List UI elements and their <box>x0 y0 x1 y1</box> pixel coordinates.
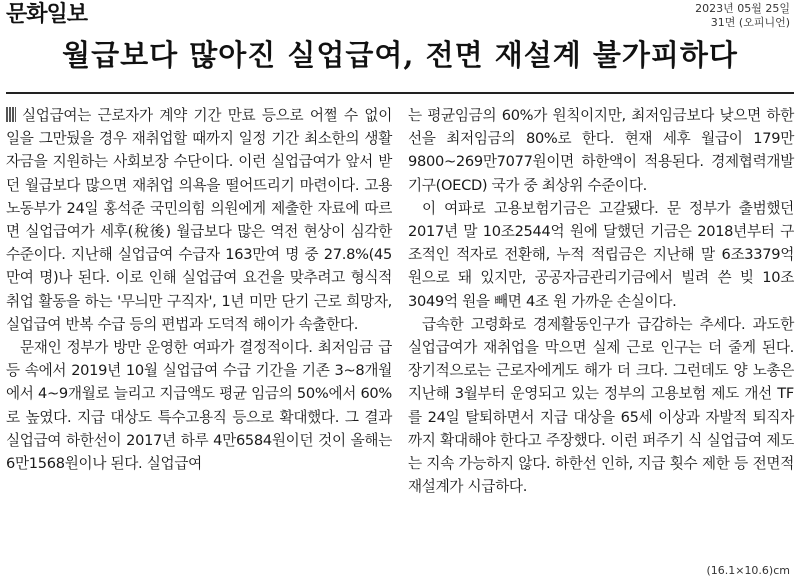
article-paragraph: 는 평균임금의 60%가 원칙이지만, 최저임금보다 낮으면 하한선을 최저임금의 80%로 한다. 현재 세후 월급이 179만9800~269만7077원이면 하한액이 적용된다. 경제협력개발기구(OECD) 국가 중 최상위 수준이다. <box>408 107 794 194</box>
newspaper-name: 문화일보 <box>6 2 88 27</box>
article-paragraph: 급속한 고령화로 경제활동인구가 급감하는 추세다. 과도한 실업급여가 재취업을 막으면 실제 근로 인구는 더 줄게 된다. 장기적으로는 근로자에게도 해가 더 크다. 그런데도 양 노총은 지난해 3월부터 운영되고 있는 정부의 고용보험 제도 개선 TF를 24일 탈퇴하면서 지급 대상을 65세 이상과 자발적 퇴직자까지 확대해야 한다고 주장했다. 이런 퍼주기 식 실업급여 제도는 지속 가능하지 않다. 하한선 인하, 지급 횟수 제한 등 전면적 재설계가 시급하다. <box>408 315 794 496</box>
article-column-right <box>408 104 794 498</box>
article-paragraph: 이 여파로 고용보험기금은 고갈됐다. 문 정부가 출범했던 2017년 말 10조2544억 원에 달했던 기금은 2018년부터 구조적인 적자로 전환해, 누적 적립금은 지난해 말 6조3379억 원으로 돼 있지만, 공공자금관리기금에서 빌려 쓴 빚 10조3049억 원을 빼면 4조 원 가까운 손실이다. <box>408 199 794 310</box>
article-column-left <box>6 104 392 475</box>
article-paragraph: 문재인 정부가 방만 운영한 여파가 결정적이다. 최저임금 급등 속에서 2019년 10월 실업급여 수급 기간을 기존 3~8개월에서 4~9개월로 늘리고 지급액도 평균 임금의 50%에서 60%로 높였다. 지급 대상도 특수고용직 등으로 확대했다. 그 결과 실업급여 하한선이 2017년 하루 4만6584원이던 것이 올해는 6만1568원이나 된다. 실업급여 <box>6 339 392 473</box>
clipping-size-note: (16.1×10.6)cm <box>706 564 790 577</box>
page-section: 31면 (오피니언) <box>710 16 790 29</box>
paragraph-text: 실업급여는 근로자가 계약 기간 만료 등으로 어쩔 수 없이 일을 그만뒀을 경우 재취업할 때까지 일정 기간 최소한의 생활자금을 지원하는 사회보장 수단이다. 이런 실업급여가 앞서 받던 월급보다 많으면 재취업 의욕을 떨어뜨리기 마련이다. 고용노동부가 24일 홍석준 국민의힘 의원에게 제출한 자료에 따르면 실업급여가 세후(稅後) 월급보다 많은 역전 현상이 심각한 수준이다. 지난해 실업급여 수급자 163만여 명 중 27.8%(45만여 명)나 된다. 이로 인해 실업급여 요건을 맞추려고 형식적 취업 활동을 하는 '무늬만 구직자', 1년 미만 단기 근로 희망자, 실업급여 반복 수급 등의 편법과 도덕적 해이가 속출한다. <box>6 107 392 333</box>
headline-divider <box>6 92 794 94</box>
article-headline: 월급보다 많아진 실업급여, 전면 재설계 불가피하다 <box>62 38 738 72</box>
paragraph-marker-icon <box>6 107 16 122</box>
masthead <box>0 0 800 36</box>
article-paragraph <box>6 104 392 336</box>
publication-date: 2023년 05월 25일 <box>695 2 790 15</box>
